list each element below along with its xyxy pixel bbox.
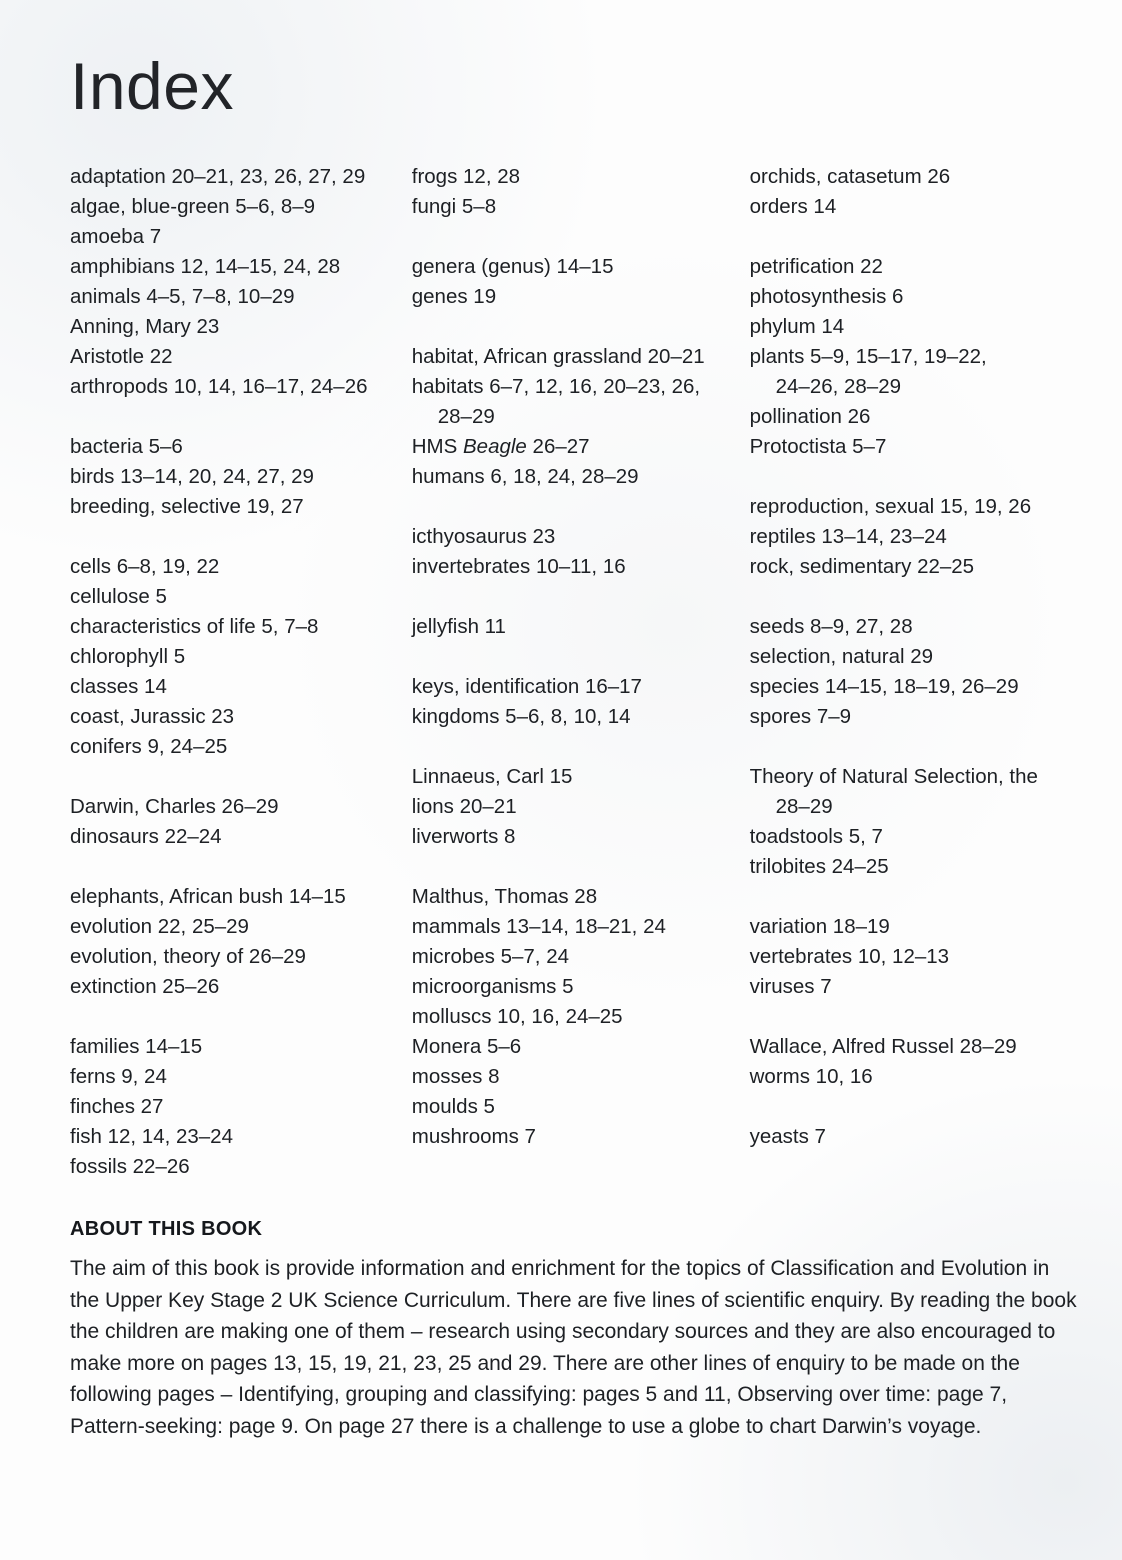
index-entry: liverworts 8 bbox=[411, 825, 516, 848]
page-title: Index bbox=[70, 49, 234, 123]
index-group-gap bbox=[750, 1002, 1070, 1032]
index-entry: chlorophyll 5 bbox=[70, 645, 186, 668]
index-entry: dinosaurs 22–24 bbox=[70, 825, 222, 848]
index-entry: icthyosaurus 23 bbox=[411, 525, 556, 548]
index-entry: invertebrates 10–11, 16 bbox=[411, 555, 626, 578]
index-group-gap bbox=[412, 492, 750, 522]
index-entry: jellyfish 11 bbox=[411, 615, 506, 638]
index-entry: Linnaeus, Carl 15 bbox=[411, 765, 573, 788]
index-entry: species 14–15, 18–19, 26–29 bbox=[749, 675, 1019, 698]
index-entry: conifers 9, 24–25 bbox=[70, 735, 228, 758]
index-entry: reproduction, sexual 15, 19, 26 bbox=[749, 495, 1032, 518]
index-entry-italic: Beagle bbox=[463, 435, 527, 458]
index-entry: vertebrates 10, 12–13 bbox=[749, 945, 950, 968]
index-entry: trilobites 24–25 bbox=[749, 855, 889, 878]
index-entry: coast, Jurassic 23 bbox=[70, 705, 235, 728]
index-entry: Monera 5–6 bbox=[411, 1035, 522, 1058]
index-group-gap bbox=[412, 222, 750, 252]
index-entry: adaptation 20–21, 23, 26, 27, 29 bbox=[70, 165, 366, 188]
index-group-gap bbox=[70, 852, 412, 882]
index-group-gap bbox=[412, 852, 750, 882]
index-entry: ferns 9, 24 bbox=[70, 1065, 167, 1088]
index-entry: keys, identification 16–17 bbox=[411, 675, 642, 698]
index-entry: photosynthesis 6 bbox=[749, 285, 904, 308]
index-entry: mosses 8 bbox=[411, 1065, 500, 1088]
index-entry-continuation: 28–29 bbox=[437, 405, 495, 428]
index-entry: worms 10, 16 bbox=[749, 1065, 873, 1088]
index-entry: lions 20–21 bbox=[411, 795, 517, 818]
index-entry: habitat, African grassland 20–21 bbox=[411, 345, 705, 368]
index-group-gap bbox=[750, 732, 1070, 762]
index-entry: birds 13–14, 20, 24, 27, 29 bbox=[70, 465, 314, 488]
index-entry: amphibians 12, 14–15, 24, 28 bbox=[70, 255, 341, 278]
about-body: The aim of this book is provide information and enrichment for the topics of Classification and Evolution in the Upper Key Stage 2 UK Science Curriculum. There are five lines of scientific enquiry. By reading the book the children are making one of them – research using secondary sources and they are also encouraged to make more on pages 13, 15, 19, 21, 23, 25 and 29. There are other lines of enquiry to be made on the following pages – Identifying, grouping and classifying: pages 5 and 11, Observing over time: page 7, Pattern-seeking: page 9. On page 27 there is a challenge to use a globe to chart Darwin’s voyage. bbox=[70, 1257, 1077, 1438]
index-entry: genes 19 bbox=[411, 285, 497, 308]
index-entry: kingdoms 5–6, 8, 10, 14 bbox=[411, 705, 631, 728]
index-entry: orders 14 bbox=[749, 195, 837, 218]
index-entry: animals 4–5, 7–8, 10–29 bbox=[70, 285, 295, 308]
index-entry: fish 12, 14, 23–24 bbox=[70, 1125, 233, 1148]
index-entry: cellulose 5 bbox=[70, 585, 167, 608]
index-entry-continuation: 28–29 bbox=[775, 795, 833, 818]
index-entry: Malthus, Thomas 28 bbox=[411, 885, 598, 908]
index-group-gap bbox=[750, 882, 1070, 912]
index-group-gap bbox=[70, 762, 412, 792]
index-entry: orchids, catasetum 26 bbox=[749, 165, 951, 188]
index-entry: families 14–15 bbox=[70, 1035, 203, 1058]
index-entry: Wallace, Alfred Russel 28–29 bbox=[749, 1035, 1017, 1058]
index-entry: viruses 7 bbox=[749, 975, 832, 998]
index-column-2 bbox=[412, 162, 750, 1182]
index-column-3 bbox=[750, 162, 1070, 1182]
index-group-gap bbox=[70, 402, 412, 432]
index-group-gap bbox=[412, 582, 750, 612]
index-group-gap bbox=[412, 642, 750, 672]
index-entry: fossils 22–26 bbox=[70, 1155, 190, 1178]
index-entry: habitats 6–7, 12, 16, 20–23, 26, bbox=[411, 375, 701, 398]
index-entry: Darwin, Charles 26–29 bbox=[70, 795, 279, 818]
index-entry: seeds 8–9, 27, 28 bbox=[749, 615, 913, 638]
index-entry: breeding, selective 19, 27 bbox=[70, 495, 304, 518]
index-group-gap bbox=[750, 582, 1070, 612]
index-entry: amoeba 7 bbox=[70, 225, 162, 248]
index-entry: finches 27 bbox=[70, 1095, 164, 1118]
index-group-gap bbox=[750, 222, 1070, 252]
about-heading: ABOUT THIS BOOK bbox=[70, 1218, 263, 1240]
index-entry: bacteria 5–6 bbox=[70, 435, 183, 458]
index-entry: rock, sedimentary 22–25 bbox=[749, 555, 975, 578]
index-entry: classes 14 bbox=[70, 675, 167, 698]
index-entry: phylum 14 bbox=[749, 315, 845, 338]
index-entry: Anning, Mary 23 bbox=[70, 315, 220, 338]
index-entry: arthropods 10, 14, 16–17, 24–26 bbox=[70, 375, 368, 398]
index-group-gap bbox=[412, 732, 750, 762]
index-entry: humans 6, 18, 24, 28–29 bbox=[411, 465, 639, 488]
index-entry: microorganisms 5 bbox=[411, 975, 574, 998]
about-this-book-section bbox=[70, 1218, 1082, 1442]
index-entry: variation 18–19 bbox=[749, 915, 890, 938]
index-entry: moulds 5 bbox=[411, 1095, 495, 1118]
index-entry: algae, blue-green 5–6, 8–9 bbox=[70, 195, 316, 218]
index-entry: fungi 5–8 bbox=[411, 195, 497, 218]
index-entry: elephants, African bush 14–15 bbox=[70, 885, 346, 908]
index-entry: characteristics of life 5, 7–8 bbox=[70, 615, 319, 638]
index-entry: petrification 22 bbox=[749, 255, 883, 278]
index-entry: microbes 5–7, 24 bbox=[411, 945, 570, 968]
index-entry: cells 6–8, 19, 22 bbox=[70, 555, 220, 578]
index-entry: mushrooms 7 bbox=[411, 1125, 536, 1148]
index-entry: Theory of Natural Selection, the bbox=[749, 765, 1038, 788]
index-entry: frogs 12, 28 bbox=[411, 165, 521, 188]
index-group-gap bbox=[750, 462, 1070, 492]
index-group-gap bbox=[70, 1002, 412, 1032]
index-entry: selection, natural 29 bbox=[749, 645, 934, 668]
index-entry-continuation: 24–26, 28–29 bbox=[775, 375, 902, 398]
index-entry: evolution, theory of 26–29 bbox=[70, 945, 306, 968]
index-entry: Aristotle 22 bbox=[70, 345, 173, 368]
index-entry: evolution 22, 25–29 bbox=[70, 915, 249, 938]
index-group-gap bbox=[412, 312, 750, 342]
index-entry: yeasts 7 bbox=[749, 1125, 826, 1148]
index-entry: molluscs 10, 16, 24–25 bbox=[411, 1005, 623, 1028]
index-entry: extinction 25–26 bbox=[70, 975, 220, 998]
index-entry: Protoctista 5–7 bbox=[749, 435, 887, 458]
index-column-1 bbox=[70, 162, 412, 1182]
index-entry: HMS Beagle 26–27 bbox=[411, 435, 590, 458]
index-group-gap bbox=[750, 1092, 1070, 1122]
index-group-gap bbox=[70, 522, 412, 552]
index-columns bbox=[70, 162, 1070, 1182]
index-entry: pollination 26 bbox=[749, 405, 871, 428]
index-entry: genera (genus) 14–15 bbox=[411, 255, 614, 278]
index-entry: mammals 13–14, 18–21, 24 bbox=[411, 915, 666, 938]
index-entry: toadstools 5, 7 bbox=[749, 825, 883, 848]
index-entry: reptiles 13–14, 23–24 bbox=[749, 525, 947, 548]
index-entry: plants 5–9, 15–17, 19–22, bbox=[749, 345, 987, 368]
index-entry: spores 7–9 bbox=[749, 705, 852, 728]
